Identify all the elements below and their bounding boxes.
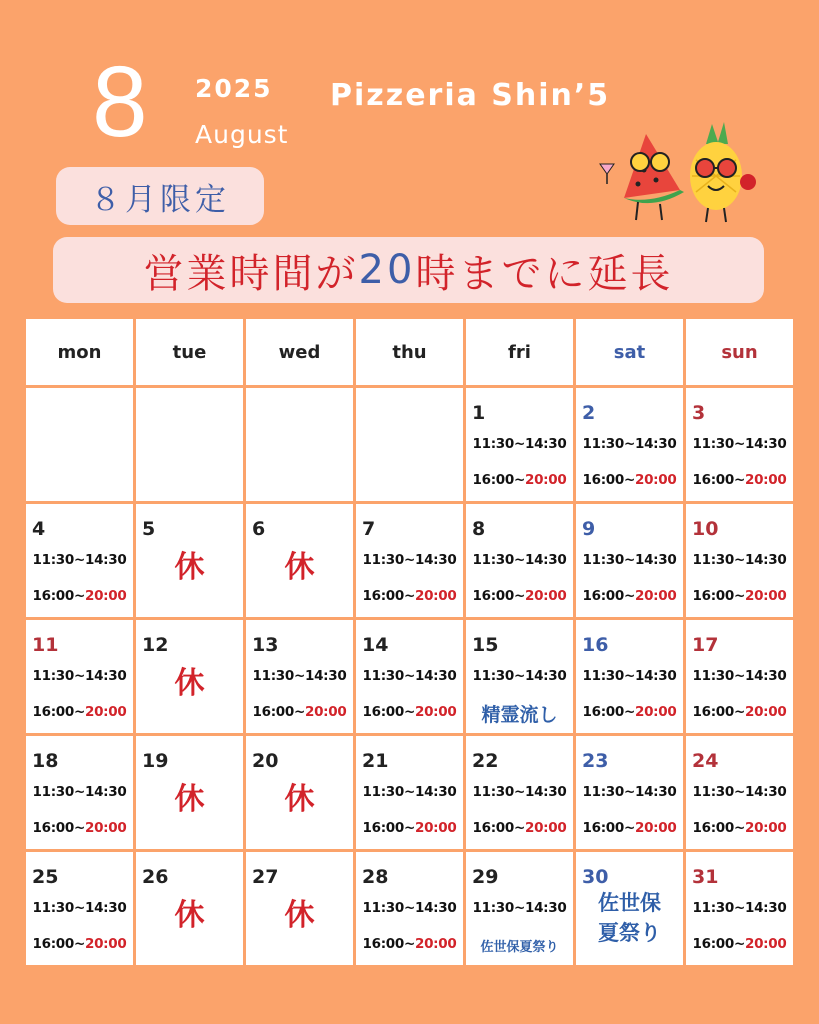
closed-label: 休 [174,550,205,585]
weekday-header-sat: sat [576,319,683,385]
dinner-hours [246,704,353,720]
dinner-start: 16:00~ [362,588,415,604]
lunch-hours: 11:30~14:30 [692,900,787,916]
day-cell-18 [26,736,133,849]
dinner-end: 20:00 [635,472,677,488]
day-number: 4 [32,518,46,540]
announcement-banner [53,237,764,303]
year-label: 2025 [195,74,273,103]
day-number: 7 [362,518,376,540]
dinner-start: 16:00~ [32,820,85,836]
pineapple-character-icon [690,122,756,222]
day-cell-empty [136,388,243,501]
dinner-hours [466,472,573,488]
day-number: 26 [142,866,169,888]
dinner-hours [466,588,573,604]
day-cell-6 [246,504,353,617]
lunch-hours: 11:30~14:30 [32,900,127,916]
day-number: 20 [252,750,279,772]
day-number: 16 [582,634,609,656]
dinner-end: 20:00 [305,704,347,720]
day-number: 19 [142,750,169,772]
dinner-end: 20:00 [745,936,787,952]
day-cell-7 [356,504,463,617]
day-number: 23 [582,750,609,772]
day-number: 29 [472,866,499,888]
event-note-line-2: 夏祭り [598,921,661,945]
dinner-hours [686,704,793,720]
lunch-hours: 11:30~14:30 [252,668,347,684]
lunch-hours: 11:30~14:30 [362,784,457,800]
day-cell-25 [26,852,133,965]
day-cell-14 [356,620,463,733]
dinner-start: 16:00~ [582,704,635,720]
day-number: 6 [252,518,266,540]
day-cell-27 [246,852,353,965]
day-cell-10 [686,504,793,617]
event-note-sasebo-festival: 佐世保夏祭り [480,940,559,955]
day-cell-empty [26,388,133,501]
dinner-hours [686,936,793,952]
closed-label: 休 [284,550,315,585]
day-cell-empty [246,388,353,501]
day-cell-11 [26,620,133,733]
closed-label: 休 [174,666,205,701]
day-number: 2 [582,402,596,424]
fruit-mascots-illustration [594,120,764,225]
day-number: 28 [362,866,389,888]
day-cell-21 [356,736,463,849]
day-number: 17 [692,634,719,656]
day-number: 9 [582,518,596,540]
dinner-end: 20:00 [745,704,787,720]
day-cell-5 [136,504,243,617]
dinner-start: 16:00~ [362,704,415,720]
event-note-line-1: 佐世保 [598,891,661,915]
day-number: 8 [472,518,486,540]
day-number: 30 [582,866,609,888]
day-cell-20 [246,736,353,849]
day-number: 11 [32,634,59,656]
weekday-header-wed: wed [246,319,353,385]
lunch-hours: 11:30~14:30 [362,552,457,568]
dinner-end: 20:00 [415,588,457,604]
announcement-text-2: 時までに延長 [415,250,674,297]
lunch-hours: 11:30~14:30 [472,668,567,684]
day-cell-15 [466,620,573,733]
lunch-hours: 11:30~14:30 [472,436,567,452]
day-number: 13 [252,634,279,656]
dinner-end: 20:00 [525,820,567,836]
dinner-start: 16:00~ [582,472,635,488]
day-cell-13 [246,620,353,733]
day-number: 22 [472,750,499,772]
lunch-hours: 11:30~14:30 [582,668,677,684]
dinner-end: 20:00 [525,588,567,604]
lunch-hours: 11:30~14:30 [582,552,677,568]
day-cell-24 [686,736,793,849]
dinner-start: 16:00~ [692,820,745,836]
calendar-grid [26,319,793,965]
weekday-header-sun: sun [686,319,793,385]
dinner-hours [26,588,133,604]
day-number: 3 [692,402,706,424]
weekday-header-tue: tue [136,319,243,385]
day-number: 1 [472,402,486,424]
lunch-hours: 11:30~14:30 [692,436,787,452]
day-number: 10 [692,518,719,540]
day-number: 15 [472,634,499,656]
day-cell-17 [686,620,793,733]
day-cell-23 [576,736,683,849]
dinner-start: 16:00~ [692,472,745,488]
dinner-hours [26,704,133,720]
dinner-hours [356,704,463,720]
lunch-hours: 11:30~14:30 [472,784,567,800]
day-cell-26 [136,852,243,965]
day-cell-30 [576,852,683,965]
dinner-start: 16:00~ [32,588,85,604]
dinner-end: 20:00 [415,936,457,952]
dinner-hours [576,820,683,836]
dinner-start: 16:00~ [692,704,745,720]
day-cell-12 [136,620,243,733]
dinner-start: 16:00~ [472,472,525,488]
dinner-hours [356,936,463,952]
dinner-end: 20:00 [85,820,127,836]
dinner-start: 16:00~ [362,820,415,836]
day-cell-22 [466,736,573,849]
day-cell-4 [26,504,133,617]
dinner-start: 16:00~ [32,936,85,952]
closed-label: 休 [174,782,205,817]
dinner-hours [26,820,133,836]
dinner-hours [356,588,463,604]
day-number: 18 [32,750,59,772]
announcement-hour: 20 [358,247,416,293]
limited-badge: ８月限定 [56,167,264,225]
event-note-sasebo-festival-large [576,888,683,948]
dinner-start: 16:00~ [692,588,745,604]
day-cell-28 [356,852,463,965]
dinner-start: 16:00~ [252,704,305,720]
weekday-header-thu: thu [356,319,463,385]
day-cell-1 [466,388,573,501]
dinner-start: 16:00~ [472,820,525,836]
closed-label: 休 [284,782,315,817]
store-name: Pizzeria Shin’5 [330,78,611,113]
event-note-shoro-nagashi: 精霊流し [481,704,558,726]
lunch-hours: 11:30~14:30 [32,552,127,568]
lunch-hours: 11:30~14:30 [362,900,457,916]
lunch-hours: 11:30~14:30 [32,784,127,800]
day-cell-16 [576,620,683,733]
dinner-end: 20:00 [635,820,677,836]
lunch-hours: 11:30~14:30 [692,552,787,568]
dinner-end: 20:00 [85,588,127,604]
dinner-end: 20:00 [85,704,127,720]
dinner-hours [356,820,463,836]
day-cell-31 [686,852,793,965]
day-number: 21 [362,750,389,772]
dinner-start: 16:00~ [362,936,415,952]
day-cell-8 [466,504,573,617]
dinner-end: 20:00 [745,820,787,836]
dinner-start: 16:00~ [582,588,635,604]
closed-label: 休 [284,898,315,933]
dinner-start: 16:00~ [472,588,525,604]
dinner-start: 16:00~ [32,704,85,720]
day-number: 5 [142,518,156,540]
announcement-text-1: 営業時間が [143,250,359,297]
dinner-end: 20:00 [635,588,677,604]
day-number: 27 [252,866,279,888]
lunch-hours: 11:30~14:30 [472,552,567,568]
dinner-hours [576,704,683,720]
day-number: 31 [692,866,719,888]
dinner-end: 20:00 [85,936,127,952]
dinner-hours [686,588,793,604]
lunch-hours: 11:30~14:30 [472,900,567,916]
dinner-end: 20:00 [745,588,787,604]
day-cell-3 [686,388,793,501]
day-cell-19 [136,736,243,849]
day-cell-empty [356,388,463,501]
day-number: 14 [362,634,389,656]
dinner-hours [576,472,683,488]
dinner-end: 20:00 [745,472,787,488]
lunch-hours: 11:30~14:30 [32,668,127,684]
watermelon-character-icon [600,134,684,220]
month-number: 8 [92,46,148,158]
day-cell-2 [576,388,683,501]
lunch-hours: 11:30~14:30 [362,668,457,684]
day-cell-29 [466,852,573,965]
dinner-end: 20:00 [525,472,567,488]
lunch-hours: 11:30~14:30 [582,784,677,800]
day-cell-9 [576,504,683,617]
lunch-hours: 11:30~14:30 [582,436,677,452]
dinner-start: 16:00~ [692,936,745,952]
dinner-end: 20:00 [415,820,457,836]
dinner-hours [686,820,793,836]
dinner-hours [576,588,683,604]
lunch-hours: 11:30~14:30 [692,784,787,800]
dinner-hours [466,820,573,836]
dinner-end: 20:00 [415,704,457,720]
dinner-end: 20:00 [635,704,677,720]
day-number: 25 [32,866,59,888]
weekday-header-fri: fri [466,319,573,385]
dinner-hours [686,472,793,488]
day-number: 12 [142,634,169,656]
dinner-hours [26,936,133,952]
closed-label: 休 [174,898,205,933]
dinner-start: 16:00~ [582,820,635,836]
weekday-header-mon: mon [26,319,133,385]
lunch-hours: 11:30~14:30 [692,668,787,684]
month-name: August [195,120,289,149]
day-number: 24 [692,750,719,772]
